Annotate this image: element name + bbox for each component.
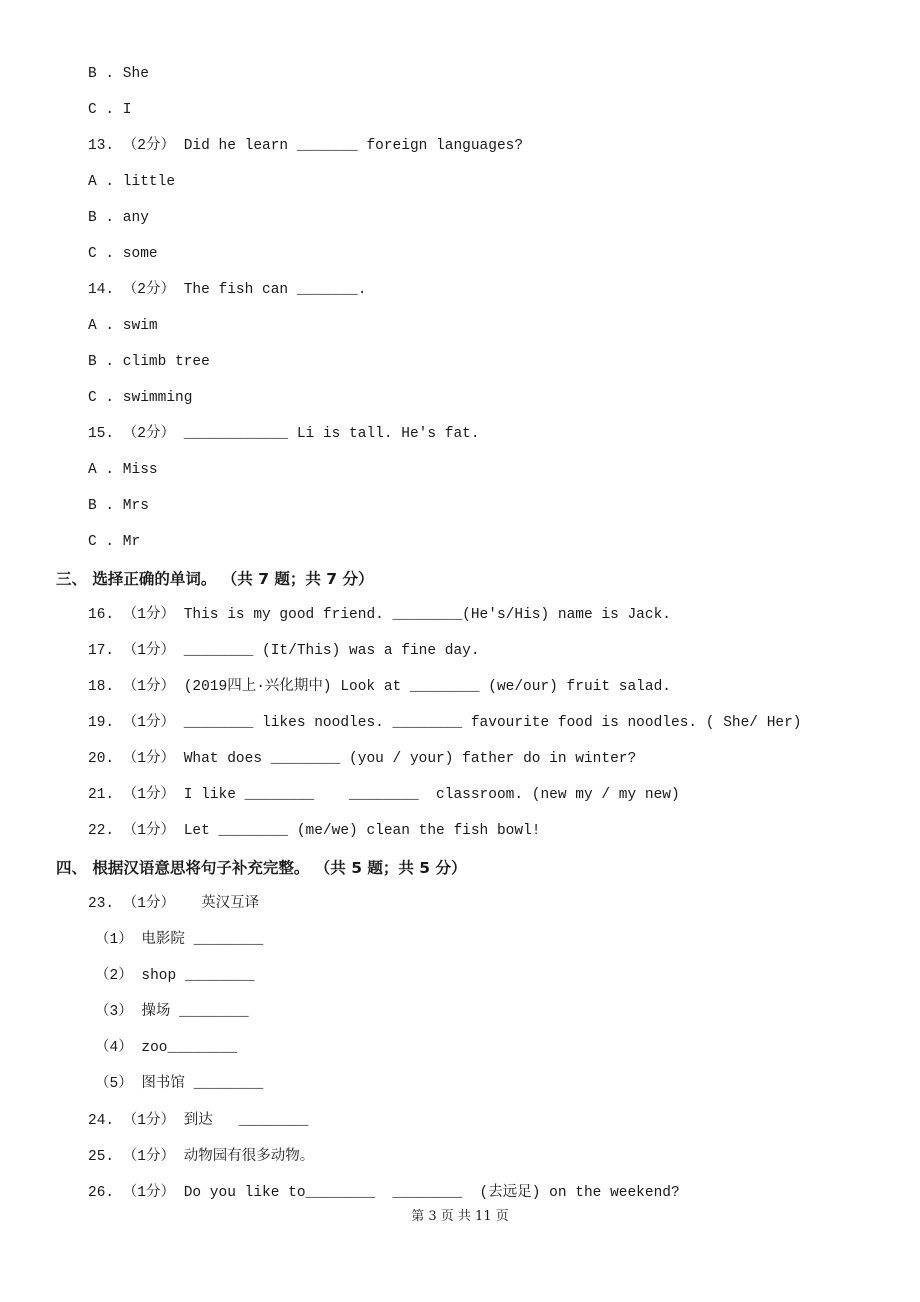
- question-line: 21. （1分） I like ________ ________ classroom. (new my / my new): [88, 787, 680, 803]
- sub-item: （4） zoo________: [95, 1040, 238, 1056]
- answer-option: C . swimming: [88, 390, 193, 406]
- page-footer: 第 3 页 共 11 页: [411, 1209, 509, 1224]
- answer-option: C . I: [88, 102, 132, 118]
- question-line: 16. （1分） This is my good friend. ________(He's/His) name is Jack.: [88, 607, 671, 623]
- question-line: 17. （1分） ________ (It/This) was a fine day.: [88, 643, 480, 659]
- question-line: 24. （1分） 到达 ________: [88, 1113, 309, 1129]
- answer-option: A . Miss: [88, 462, 158, 478]
- answer-option: C . Mr: [88, 534, 141, 550]
- question-line: 14. （2分） The fish can _______.: [88, 282, 367, 298]
- sub-item: （1） 电影院 ________: [95, 932, 264, 948]
- sub-item: （2） shop ________: [95, 968, 255, 984]
- answer-option: B . climb tree: [88, 354, 210, 370]
- answer-option: B . Mrs: [88, 498, 149, 514]
- question-line: 18. （1分） (2019四上·兴化期中) Look at ________ (we/our) fruit salad.: [88, 679, 671, 695]
- answer-option: C . some: [88, 246, 158, 262]
- question-line: 20. （1分） What does ________ (you / your) father do in winter?: [88, 751, 637, 767]
- question-line: 15. （2分） ____________ Li is tall. He's fat.: [88, 426, 480, 442]
- question-line: 25. （1分） 动物园有很多动物。: [88, 1149, 315, 1165]
- answer-option: A . little: [88, 174, 176, 190]
- question-line: 19. （1分） ________ likes noodles. ________ favourite food is noodles. ( She/ Her): [88, 715, 802, 731]
- sub-item: （3） 操场 ________: [95, 1004, 249, 1020]
- question-line: 23. （1分） 英汉互译: [88, 896, 260, 912]
- answer-option: B . She: [88, 66, 149, 82]
- sub-item: （5） 图书馆 ________: [95, 1076, 264, 1092]
- answer-option: A . swim: [88, 318, 158, 334]
- answer-option: B . any: [88, 210, 149, 226]
- section-heading: 四、 根据汉语意思将句子补充完整。 （共 5 题；共 5 分）: [56, 859, 467, 877]
- section-heading: 三、 选择正确的单词。 （共 7 题；共 7 分）: [56, 570, 374, 588]
- question-line: 13. （2分） Did he learn _______ foreign languages?: [88, 138, 524, 154]
- question-line: 22. （1分） Let ________ (me/we) clean the fish bowl!: [88, 823, 541, 839]
- question-line: 26. （1分） Do you like to________ ________ (去远足) on the weekend?: [88, 1185, 680, 1201]
